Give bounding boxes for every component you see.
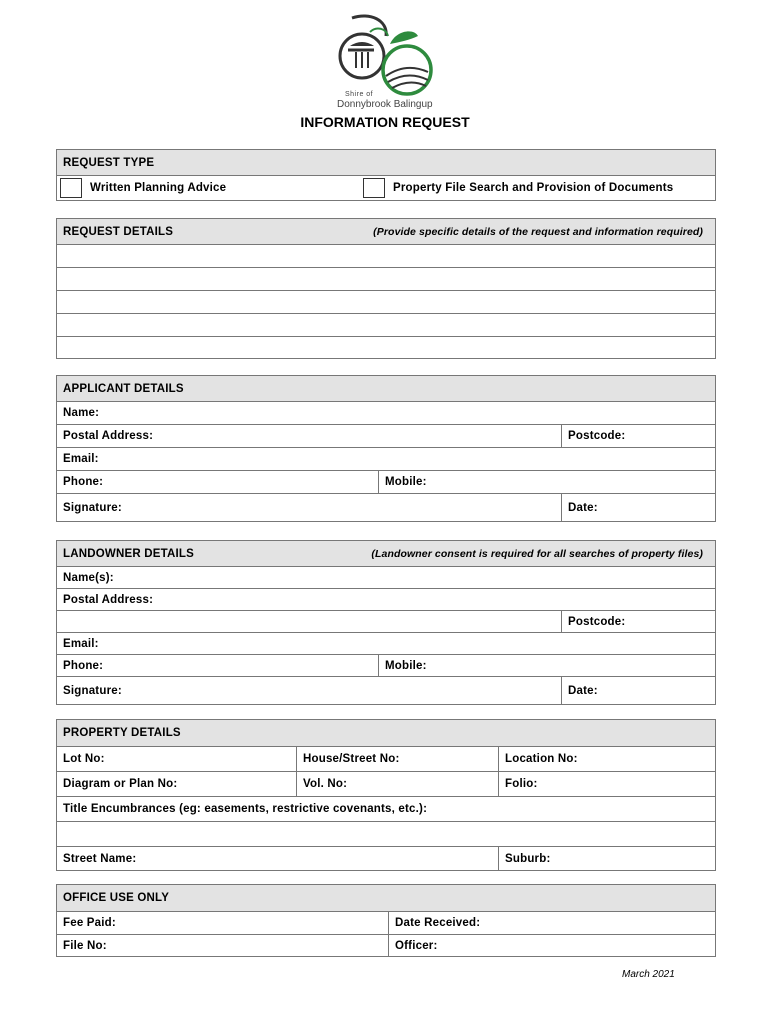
office-use-header bbox=[57, 885, 715, 911]
request-details-line[interactable] bbox=[57, 313, 715, 336]
page-title: INFORMATION REQUEST bbox=[300, 114, 470, 130]
street-name-field[interactable]: Street Name: bbox=[63, 852, 137, 865]
landowner-names-field[interactable]: Name(s): bbox=[63, 571, 114, 584]
request-type-heading: REQUEST TYPE bbox=[63, 156, 155, 169]
landowner-phone-row bbox=[57, 654, 715, 676]
landowner-signature-row bbox=[57, 676, 715, 704]
property-details-heading: PROPERTY DETAILS bbox=[63, 727, 181, 739]
office-row-1 bbox=[57, 911, 715, 934]
applicant-email-field[interactable]: Email: bbox=[63, 453, 99, 465]
written-planning-advice-label: Written Planning Advice bbox=[90, 182, 227, 194]
request-details-line[interactable] bbox=[57, 267, 715, 290]
request-details-section bbox=[56, 218, 716, 359]
office-row-2 bbox=[57, 934, 715, 956]
title-encumbrances-field[interactable]: Title Encumbrances (eg: easements, restrictive covenants, etc.): bbox=[63, 803, 428, 815]
property-row-2 bbox=[57, 771, 715, 796]
property-row-5 bbox=[57, 846, 715, 870]
request-type-header bbox=[57, 150, 715, 175]
landowner-email-field[interactable]: Email: bbox=[63, 637, 99, 650]
suburb-field[interactable]: Suburb: bbox=[498, 847, 715, 870]
logo-shire-name: Donnybrook Balingup bbox=[337, 99, 433, 110]
applicant-address-row bbox=[57, 424, 715, 447]
landowner-details-note: (Landowner consent is required for all searches of property files) bbox=[371, 547, 703, 560]
landowner-date-field[interactable]: Date: bbox=[561, 677, 715, 704]
landowner-signature-field[interactable]: Signature: bbox=[63, 684, 122, 697]
request-details-line[interactable] bbox=[57, 336, 715, 358]
request-details-heading: REQUEST DETAILS bbox=[63, 225, 174, 238]
folio-field[interactable]: Folio: bbox=[498, 772, 715, 796]
location-no-field[interactable]: Location No: bbox=[498, 747, 715, 771]
applicant-postal-address-field[interactable]: Postal Address: bbox=[63, 430, 154, 442]
property-row-1 bbox=[57, 746, 715, 771]
request-details-line[interactable] bbox=[57, 244, 715, 267]
vol-no-field[interactable]: Vol. No: bbox=[296, 772, 498, 796]
landowner-postal-address-line[interactable] bbox=[57, 611, 561, 632]
landowner-details-section bbox=[56, 540, 716, 705]
request-details-line[interactable] bbox=[57, 290, 715, 313]
property-file-search-label: Property File Search and Provision of Documents bbox=[393, 182, 674, 194]
option-property-file-search[interactable] bbox=[360, 176, 715, 200]
officer-field[interactable]: Officer: bbox=[388, 935, 715, 956]
applicant-details-heading: APPLICANT DETAILS bbox=[63, 382, 184, 395]
title-encumbrances-line[interactable] bbox=[57, 822, 715, 846]
request-details-note: (Provide specific details of the request and information required) bbox=[373, 225, 703, 238]
landowner-address-row-2 bbox=[57, 610, 715, 632]
office-use-heading: OFFICE USE ONLY bbox=[63, 892, 170, 904]
fee-paid-field[interactable]: Fee Paid: bbox=[63, 917, 116, 929]
request-type-section bbox=[56, 149, 716, 201]
landowner-names-row bbox=[57, 566, 715, 588]
applicant-name-row bbox=[57, 401, 715, 424]
landowner-postcode-field[interactable]: Postcode: bbox=[561, 611, 715, 632]
property-row-3 bbox=[57, 796, 715, 821]
date-received-field[interactable]: Date Received: bbox=[388, 912, 715, 934]
footer-date: March 2021 bbox=[622, 969, 675, 980]
applicant-details-header bbox=[57, 376, 715, 401]
applicant-name-field[interactable]: Name: bbox=[63, 407, 100, 419]
property-details-header bbox=[57, 720, 715, 746]
landowner-email-row bbox=[57, 632, 715, 654]
office-use-section bbox=[56, 884, 716, 957]
applicant-signature-field[interactable]: Signature: bbox=[63, 501, 122, 514]
file-no-field[interactable]: File No: bbox=[63, 939, 107, 952]
property-row-4 bbox=[57, 821, 715, 846]
landowner-details-header bbox=[57, 541, 715, 566]
diagram-plan-no-field[interactable]: Diagram or Plan No: bbox=[63, 778, 178, 790]
applicant-phone-row bbox=[57, 470, 715, 493]
property-details-section bbox=[56, 719, 716, 871]
landowner-postal-address-field[interactable]: Postal Address: bbox=[63, 593, 154, 606]
logo-small-text: Shire of bbox=[345, 91, 374, 98]
landowner-details-heading: LANDOWNER DETAILS bbox=[63, 547, 194, 560]
property-file-search-checkbox[interactable] bbox=[363, 178, 385, 198]
applicant-phone-field[interactable]: Phone: bbox=[63, 476, 104, 488]
applicant-signature-row bbox=[57, 493, 715, 521]
lot-no-field[interactable]: Lot No: bbox=[63, 753, 105, 765]
request-type-options bbox=[57, 175, 715, 200]
applicant-email-row bbox=[57, 447, 715, 470]
request-details-header bbox=[57, 219, 715, 244]
logo-emblem-icon bbox=[340, 16, 431, 94]
landowner-phone-field[interactable]: Phone: bbox=[63, 659, 104, 672]
house-street-no-field[interactable]: House/Street No: bbox=[296, 747, 498, 771]
applicant-postcode-field[interactable]: Postcode: bbox=[561, 425, 715, 447]
landowner-address-row bbox=[57, 588, 715, 610]
option-written-planning-advice[interactable] bbox=[57, 176, 360, 200]
applicant-date-field[interactable]: Date: bbox=[561, 494, 715, 521]
applicant-mobile-field[interactable]: Mobile: bbox=[378, 471, 715, 493]
applicant-details-section bbox=[56, 375, 716, 522]
landowner-mobile-field[interactable]: Mobile: bbox=[378, 655, 715, 676]
written-planning-advice-checkbox[interactable] bbox=[60, 178, 82, 198]
